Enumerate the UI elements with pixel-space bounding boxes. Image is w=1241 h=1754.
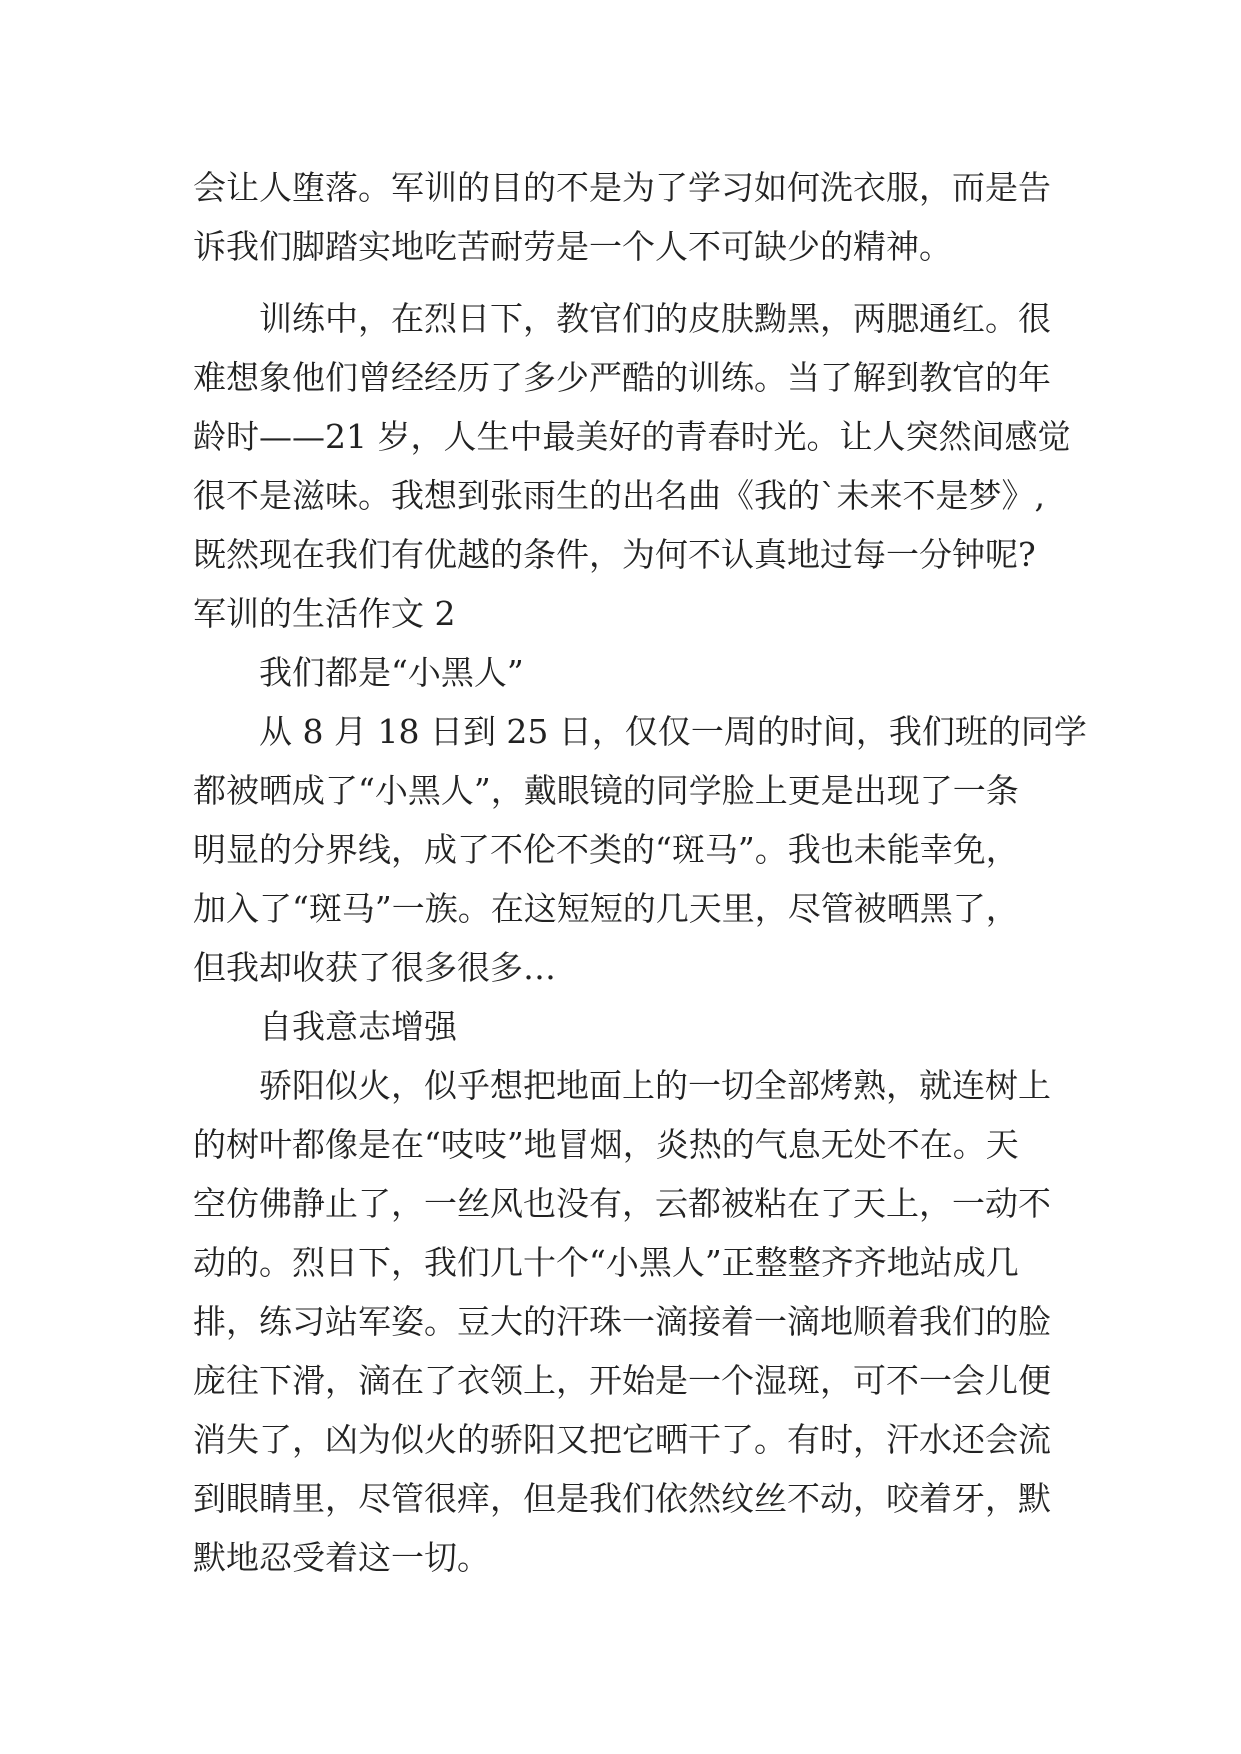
subheading: 自我意志增强: [259, 1007, 457, 1046]
text-line: 默地忍受着这一切。: [193, 1538, 490, 1577]
text-line: 排，练习站军姿。豆大的汗珠一滴接着一滴地顺着我们的脸: [193, 1302, 1051, 1341]
text-line: 到眼睛里，尽管很痒，但是我们依然纹丝不动，咬着牙，默: [193, 1479, 1051, 1518]
text-line: 诉我们脚踏实地吃苦耐劳是一个人不可缺少的精神。: [193, 227, 952, 266]
paragraph-start-line: 骄阳似火，似乎想把地面上的一切全部烤熟，就连树上: [259, 1066, 1051, 1105]
text-line: 空仿佛静止了，一丝风也没有，云都被粘在了天上，一动不: [193, 1184, 1051, 1223]
paragraph-start-line: 训练中，在烈日下，教官们的皮肤黝黑，两腮通红。很: [259, 299, 1051, 338]
text-line: 既然现在我们有优越的条件，为何不认真地过每一分钟呢?: [193, 535, 1036, 574]
text-line: 消失了，凶为似火的骄阳又把它晒干了。有时，汗水还会流: [193, 1420, 1051, 1459]
paragraph-start-line: 从 8 月 18 日到 25 日，仅仅一周的时间，我们班的同学: [259, 712, 1087, 751]
text-line: 会让人堕落。军训的目的不是为了学习如何洗衣服，而是告: [193, 168, 1051, 207]
text-line: 很不是滋味。我想到张雨生的出名曲《我的`未来不是梦》,: [193, 476, 1045, 515]
text-line: 的树叶都像是在“吱吱”地冒烟，炎热的气息无处不在。天: [193, 1125, 1019, 1164]
text-line: 动的。烈日下，我们几十个“小黑人”正整整齐齐地站成几: [193, 1243, 1019, 1282]
text-line: 加入了“斑马”一族。在这短短的几天里，尽管被晒黑了，: [193, 889, 1019, 928]
text-line: 但我却收获了很多很多…: [193, 948, 556, 987]
section-title: 军训的生活作文 2: [193, 594, 456, 633]
subheading: 我们都是“小黑人”: [259, 653, 524, 692]
document-body: [193, 158, 1087, 1587]
text-line: 明显的分界线，成了不伦不类的“斑马”。我也未能幸免，: [193, 830, 1019, 869]
text-line: 难想象他们曾经经历了多少严酷的训练。当了解到教官的年: [193, 358, 1051, 397]
text-line: 龄时——21 岁，人生中最美好的青春时光。让人突然间感觉: [193, 417, 1071, 456]
text-line: 庞往下滑，滴在了衣领上，开始是一个湿斑，可不一会儿便: [193, 1361, 1051, 1400]
text-line: 都被晒成了“小黑人”，戴眼镜的同学脸上更是出现了一条: [193, 771, 1019, 810]
